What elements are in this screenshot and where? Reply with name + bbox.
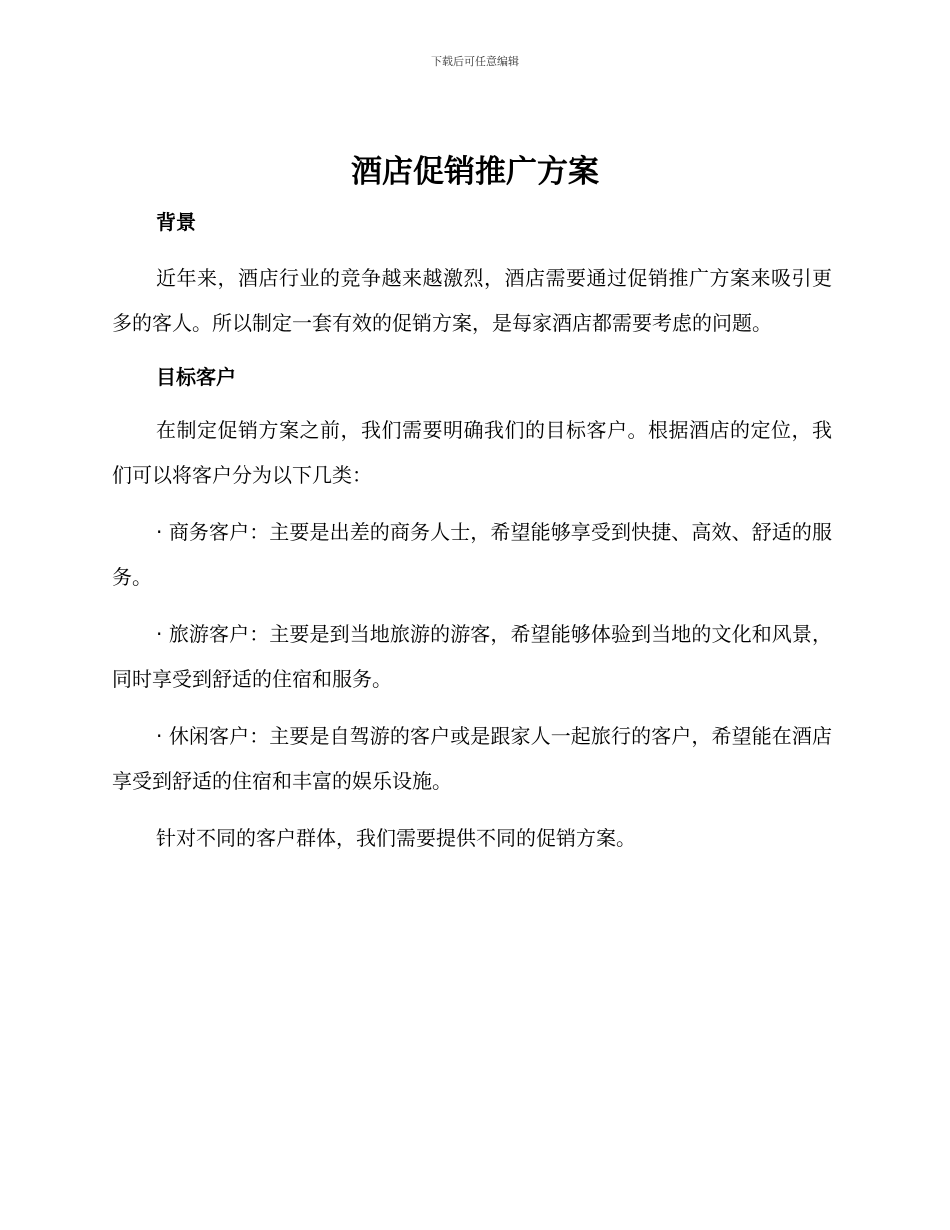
background-paragraph: 近年来，酒店行业的竞争越来越激烈，酒店需要通过促销推广方案来吸引更多的客人。所以制定一套有效的促销方案，是每家酒店都需要考虑的问题。	[112, 266, 832, 335]
target-customers-intro: 在制定促销方案之前，我们需要明确我们的目标客户。根据酒店的定位，我们可以将客户分为以下几类：	[112, 418, 832, 487]
customer-type-leisure: · 休闲客户：主要是自驾游的客户或是跟家人一起旅行的客户，希望能在酒店享受到舒适的住宿和丰富的娱乐设施。	[112, 724, 832, 793]
document-body	[112, 205, 832, 861]
target-customers-closing: 针对不同的客户群体，我们需要提供不同的促销方案。	[156, 826, 636, 850]
document-title: 酒店促销推广方案	[351, 154, 599, 190]
section-heading-target-customers: 目标客户	[156, 365, 236, 389]
customer-type-tourist: · 旅游客户：主要是到当地旅游的游客，希望能够体验到当地的文化和风景，同时享受到舒适的住宿和服务。	[112, 622, 832, 691]
customer-type-business: · 商务客户：主要是出差的商务人士，希望能够享受到快捷、高效、舒适的服务。	[112, 520, 832, 589]
page-header-note: 下载后可任意编辑	[431, 55, 519, 68]
section-heading-background: 背景	[156, 210, 196, 234]
